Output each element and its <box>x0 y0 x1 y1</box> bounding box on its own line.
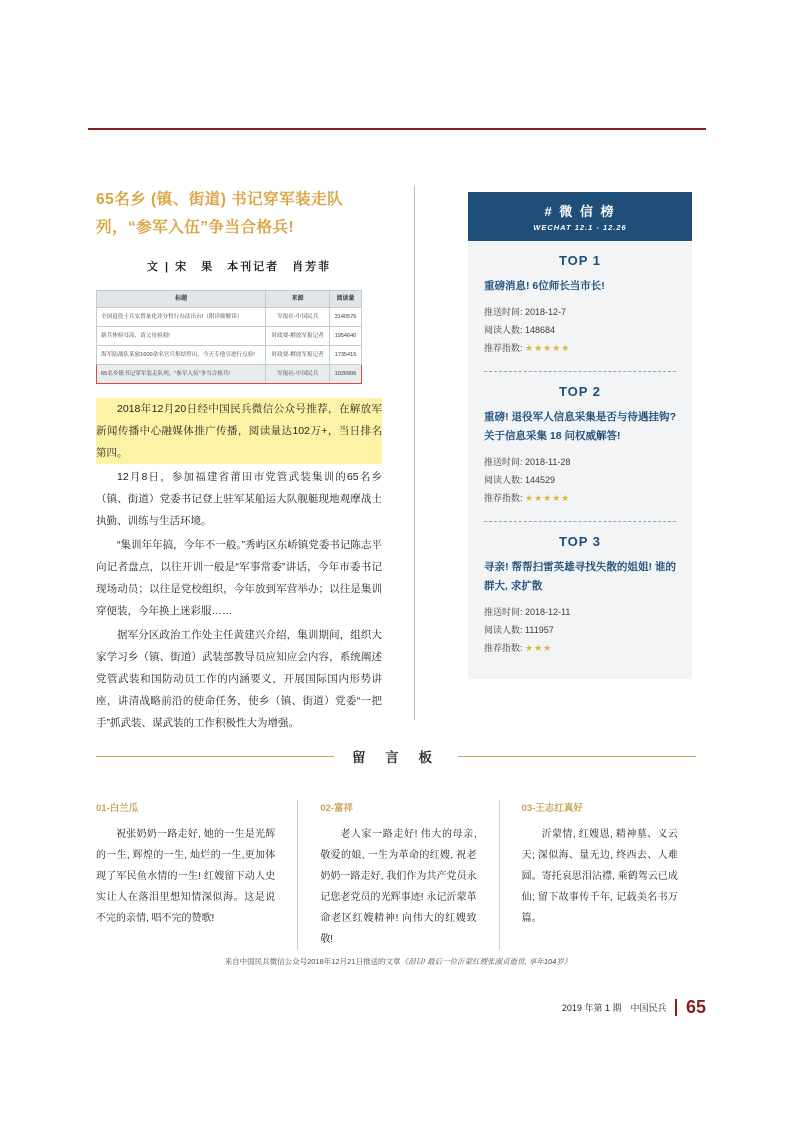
wechat-push-time-value: 2018-12-7 <box>525 307 567 317</box>
source-footnote <box>96 956 700 967</box>
wechat-push-time <box>484 453 676 471</box>
message-column <box>297 800 498 950</box>
wechat-index <box>484 639 676 657</box>
wechat-item <box>468 522 692 661</box>
table-row <box>97 346 362 365</box>
article-ranking-table <box>96 290 362 384</box>
wechat-rank-label: TOP 2 <box>558 384 602 399</box>
wechat-index-label: 推荐指数: <box>484 643 523 653</box>
wechat-item-title[interactable]: 重磅消息! 6位师长当市长! <box>484 280 605 292</box>
board-rule-left <box>96 756 334 757</box>
wechat-readers <box>484 471 676 489</box>
article-body <box>96 398 382 734</box>
footnote-article-title: 《泪目! 最后一位沂蒙红嫂张淑贞逝世, 享年104岁》 <box>400 957 572 966</box>
article-paragraph: 据军分区政治工作处主任黄建兴介绍，集训期间，组织大家学习乡（镇、街道）武装部教导员应知应会内容，系统阐述党管武装和国防动员工作的内涵要义，开展国际国内形势讲座，讲清战略前沿的使命任务，使乡（镇、街道）党委“一把手”抓武装、谋武装的工作积极性大为增强。 <box>96 629 382 729</box>
table-header-title: 标题 <box>97 291 266 308</box>
wechat-push-time <box>484 603 676 621</box>
footer-divider <box>675 999 677 1016</box>
commenter-name: 03-王志红真好 <box>521 803 583 814</box>
table-cell-reads: 1026906 <box>329 365 361 384</box>
wechat-readers-value: 111957 <box>525 625 554 635</box>
table-cell-source: 军报社-中国民兵 <box>266 308 330 327</box>
message-column <box>499 800 700 950</box>
table-cell-title: 海军陆战队某旅1600余名官兵集结誓出，今天专他引进行点验! <box>97 346 266 365</box>
column-divider <box>414 186 415 720</box>
message-board-header <box>96 746 696 766</box>
byline: 文 | 宋 果 本刊记者 肖芳菲 <box>146 261 332 273</box>
wechat-item <box>468 372 692 511</box>
table-cell-source: 时政要-解放军报记者 <box>266 327 330 346</box>
comment-body <box>320 824 476 950</box>
wechat-push-time-value: 2018-11-28 <box>525 457 571 467</box>
message-column <box>96 800 297 950</box>
page-footer <box>562 998 706 1016</box>
wechat-readers-label: 阅读人数: <box>484 625 523 635</box>
wechat-readers-value: 144529 <box>525 475 556 485</box>
wechat-readers <box>484 321 676 339</box>
wechat-rank-label: TOP 1 <box>558 253 602 268</box>
wechat-index-label: 推荐指数: <box>484 343 523 353</box>
wechat-item-title[interactable]: 寻亲! 帮帮扫雷英雄寻找失散的姐姐! 谁的群大, 求扩散 <box>484 561 676 592</box>
article-column <box>96 186 382 736</box>
table-row <box>97 308 362 327</box>
article-paragraph: 12月8日，参加福建省莆田市党管武装集训的65名乡（镇、街道）党委书记登上驻军某船运大队舰艇现地观摩战士执勤、训练与生活环境。 <box>96 471 382 527</box>
issue-label: 2019 年第 1 期 <box>561 1002 622 1013</box>
table-header-reads: 阅读量 <box>329 291 361 308</box>
wechat-index <box>484 489 676 507</box>
comment-body <box>96 824 275 929</box>
wechat-ranking-panel <box>468 192 692 679</box>
wechat-push-time-label: 推送时间: <box>484 307 523 317</box>
table-row-highlighted <box>97 365 362 384</box>
article-paragraph: “集训年年搞，今年不一般。”秀屿区东峤镇党委书记陈志平向记者盘点，以往开训一般是“军事常委”讲话，今年市委书记现场动员；以往是党校组织，今年放到军营举办；以往是集训穿便装，今年换上迷彩服…… <box>96 539 382 617</box>
wechat-item <box>468 241 692 361</box>
wechat-panel-header <box>468 192 692 241</box>
table-cell-title: 新兵体检耳高，请父母检阅! <box>97 327 266 346</box>
star-rating-icon: ★★★ <box>525 643 553 653</box>
comment-paragraph: 老人家一路走好! 伟大的母亲, 敬爱的娘, 一生为革命的红嫂, 祝老奶奶一路走好, 我们作为共产党员永记您老党员的光辉事迹! 永记沂蒙革命老区红嫂精神! 向伟大的红嫂致敬! <box>320 829 477 945</box>
message-board-title: 留 言 板 <box>352 750 441 765</box>
wechat-rank-label: TOP 3 <box>558 534 602 549</box>
table-cell-source: 军报社-中国民兵 <box>266 365 330 384</box>
board-rule-right <box>458 756 696 757</box>
wechat-item-title[interactable]: 重磅! 退役军人信息采集是否与待遇挂钩? 关于信息采集 18 问权威解答! <box>484 411 676 442</box>
page-number: 65 <box>685 997 706 1017</box>
table-row <box>97 327 362 346</box>
table-cell-reads: 1735415 <box>329 346 361 365</box>
message-board-columns <box>96 800 700 950</box>
wechat-readers <box>484 621 676 639</box>
wechat-push-time-label: 推送时间: <box>484 457 523 467</box>
article-paragraph-highlighted: 2018年12月20日经中国民兵微信公众号推荐，在解放军新闻传播中心融媒体推广传播，阅读量达102万+，当日排名第四。 <box>96 398 382 464</box>
wechat-readers-label: 阅读人数: <box>484 475 523 485</box>
wechat-panel-title: # 微 信 榜 <box>544 204 616 219</box>
commenter-name: 02-富祥 <box>320 803 354 814</box>
wechat-readers-value: 148684 <box>525 325 556 335</box>
commenter-name: 01-白兰瓜 <box>96 803 139 814</box>
table-cell-source: 时政要-解放军报记者 <box>266 346 330 365</box>
wechat-index <box>484 339 676 357</box>
table-cell-title: 全国退役士兵安置量化评分暂行办法出台!（附详细解读） <box>97 308 266 327</box>
star-rating-icon: ★★★★★ <box>525 493 571 503</box>
table-header-source: 来源 <box>266 291 330 308</box>
wechat-push-time <box>484 303 676 321</box>
top-rule-divider <box>88 128 706 130</box>
star-rating-icon: ★★★★★ <box>525 343 571 353</box>
comment-paragraph: 祝张奶奶一路走好, 她的一生是光辉的一生, 辉煌的一生, 灿烂的一生,更加体现了军民鱼水情的一生! 红嫂留下动人史实让人在落泪里想知情深似海。这是说不完的亲情, 唱不完的赞歌! <box>96 829 276 924</box>
table-cell-title: 65名乡镇书记穿军装走队列，“参军入伍”争当合格兵! <box>97 365 266 384</box>
table-cell-reads: 3140576 <box>329 308 361 327</box>
page-title: 65名乡 (镇、街道) 书记穿军装走队列，“参军入伍”争当合格兵! <box>96 191 344 236</box>
wechat-push-time-value: 2018-12-11 <box>525 607 571 617</box>
footnote-prefix: 来自中国民兵微信公众号2018年12月21日推送的文章 <box>224 957 401 966</box>
table-cell-reads: 1954640 <box>329 327 361 346</box>
comment-paragraph: 沂蒙情, 红嫂恩, 精神墓、义云天; 深似海、量无边, 终西去、人难圆。寄托哀思泪沾襟, 乘鹤驾云已成仙; 留下故事传千年, 记载美名书万篇。 <box>521 829 678 924</box>
wechat-push-time-label: 推送时间: <box>484 607 523 617</box>
table-header-row <box>97 291 362 308</box>
comment-body <box>522 824 678 929</box>
magazine-name: 中国民兵 <box>630 1002 667 1013</box>
wechat-panel-subtitle: WECHAT 12.1 - 12.26 <box>533 223 627 232</box>
wechat-index-label: 推荐指数: <box>484 493 523 503</box>
wechat-readers-label: 阅读人数: <box>484 325 523 335</box>
